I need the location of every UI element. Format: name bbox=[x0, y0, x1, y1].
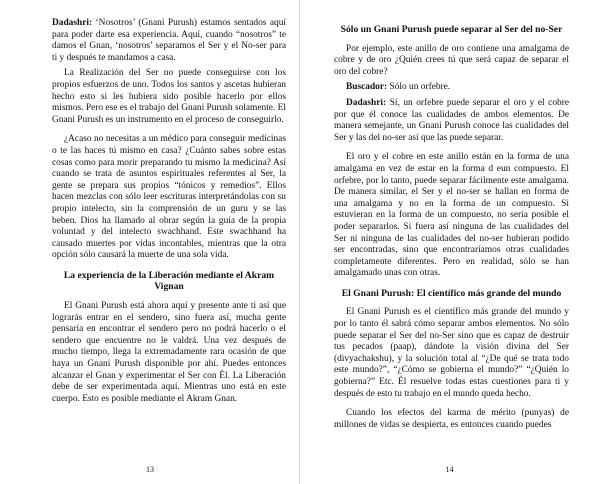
left-paragraph-4: El Gnani Purush está ahora aquí y presente ante ti así que lograrás entrar en el sendero, sino fuera así, mucha gente pensaría en encontrar el sendero pero no podrá hacerlo o el sendero que encuentre no le valdrá. Una vez después de mucho tiempo, llega la extremadamente rara ocasión de que haya un Gnani Purush disponible por ahí. Puedes entonces alcanzar el Gnan y experimentar el Ser con Él. La Liberación debe de ser experimentada aquí. Mientras uno está en este cuerpo. Esto es posible mediante el Akram Gnan. bbox=[52, 301, 286, 404]
right-paragraph-1: Por ejemplo, este anillo de oro contiene una amalgama de cobre y de oro ¿Quién crees tú que será capaz de separar el oro del cobre? bbox=[334, 43, 569, 77]
paragraph-text: Sólo un orfebre. bbox=[387, 82, 451, 93]
speaker-label: Dadashri: bbox=[52, 18, 93, 28]
right-paragraph-4: El oro y el cobre en este anillo están en la forma de una amalgama en vez de estar en la forma d eun compuesto. El orfebre, por lo tanto, puede separar fácilmente este amalgama. De manera similar, el Ser y el no-ser se hallan en forma de una amalgama y no en la forma de un compuesto. Si estuvieran en la forma de un compuesto, no sería posible el poder separarlos. Si fuera así ninguna de las cualidades del Ser ni ninguna de las cualidades del no-ser hubieran podido ser encontradas, sino que encontraríamos otras cualidades completamente diferentes. Pero en realidad, sólo se han amalgamado unas con otras. bbox=[334, 152, 569, 279]
section-heading-1: Sólo un Gnani Purush puede separar al Ser del no-Ser bbox=[340, 24, 563, 35]
right-page bbox=[300, 0, 599, 484]
right-paragraph-6: Cuando los efectos del karma de mérito (punyas) de millones de vidas se despierta, es entonces cuando puedes bbox=[334, 408, 569, 430]
section-heading: La experiencia de la Liberación mediante el Akram Vignan bbox=[63, 269, 275, 293]
right-paragraph-2 bbox=[334, 82, 569, 94]
speaker-label: Dadashri: bbox=[346, 97, 387, 108]
page-number-right: 14 bbox=[445, 465, 454, 474]
paragraph-text: Sí, un orfebre puede separar el oro y el cobre por que él conoce las cualidades de ambos elementos. De manera semejante, un Gnani Purush conoce las cualidades del Ser y las del no-ser así que las puede separar. bbox=[334, 97, 569, 143]
left-paragraph-1 bbox=[52, 18, 286, 64]
left-paragraph-2: La Realización del Ser no puede conseguirse con los propios esfuerzos de uno. Todos los santos y ascetas hubieran hecho esto si les hubiera sido posible hacerlo por ellos mismos. Pero ese es el trabajo del Gnani Purush solamente. El Gnani Purush es un instrumento en el proceso de conseguirlo. bbox=[52, 68, 286, 125]
page-number-left: 13 bbox=[146, 465, 154, 474]
section-heading-2: El Gnani Purush: El científico más grande del mundo bbox=[341, 287, 562, 299]
left-paragraph-3: ¿Acaso no necesitas a un médico para conseguir medicinas o te las haces tú mismo en casa? ¿Cuánto sabes sobre estas cosas como para morir preparando tu mismo la medicina? Así cuando se trata de asuntos espirituales referentes al Ser, la gente se prepara sus propios “tónicos y remedios”. Ellos hacen mezclas con sólo leer escrituras interpretándolas con su propio intelecto, sin la comprensión de un guru y se las beben. Dios ha llamado al obrar según la guía de la propia voluntad y del intelecto swachhand. Este swachhand ha causado muertes por vidas incontables, mientras que la otra opción sólo causará la muerte de una sola vida. bbox=[52, 134, 286, 261]
speaker-label: Buscador: bbox=[346, 82, 388, 93]
right-paragraph-3 bbox=[334, 98, 569, 144]
right-paragraph-5: El Gnani Purush es el científico más grande del mundo y por lo tanto él sabrá cómo separar ambos elementos. No sólo puede separar el Ser del no-Ser sino que es capaz de destruir tus pecados (paap), dándote la visión divina del Ser (divyachakshu), y la solución total al “¿De qué se trata todo este mundo?”, “¿Cómo se gobierna el mundo?” “¿Quién lo gobierna?” Etc. Él resuelve todas estas cuestiones para ti y después de esto tu trabajo en el mundo queda hecho. bbox=[334, 307, 569, 399]
paragraph-text: ‘Nosotros’ (Gnani Purush) estamos sentados aquí para poder darte esa experiencia. Aquí, cuando “nosotros” te damos el Gnan, ‘nosotros’ separamos el Ser y el No-ser para ti y después te mandamos a casa. bbox=[52, 18, 286, 63]
